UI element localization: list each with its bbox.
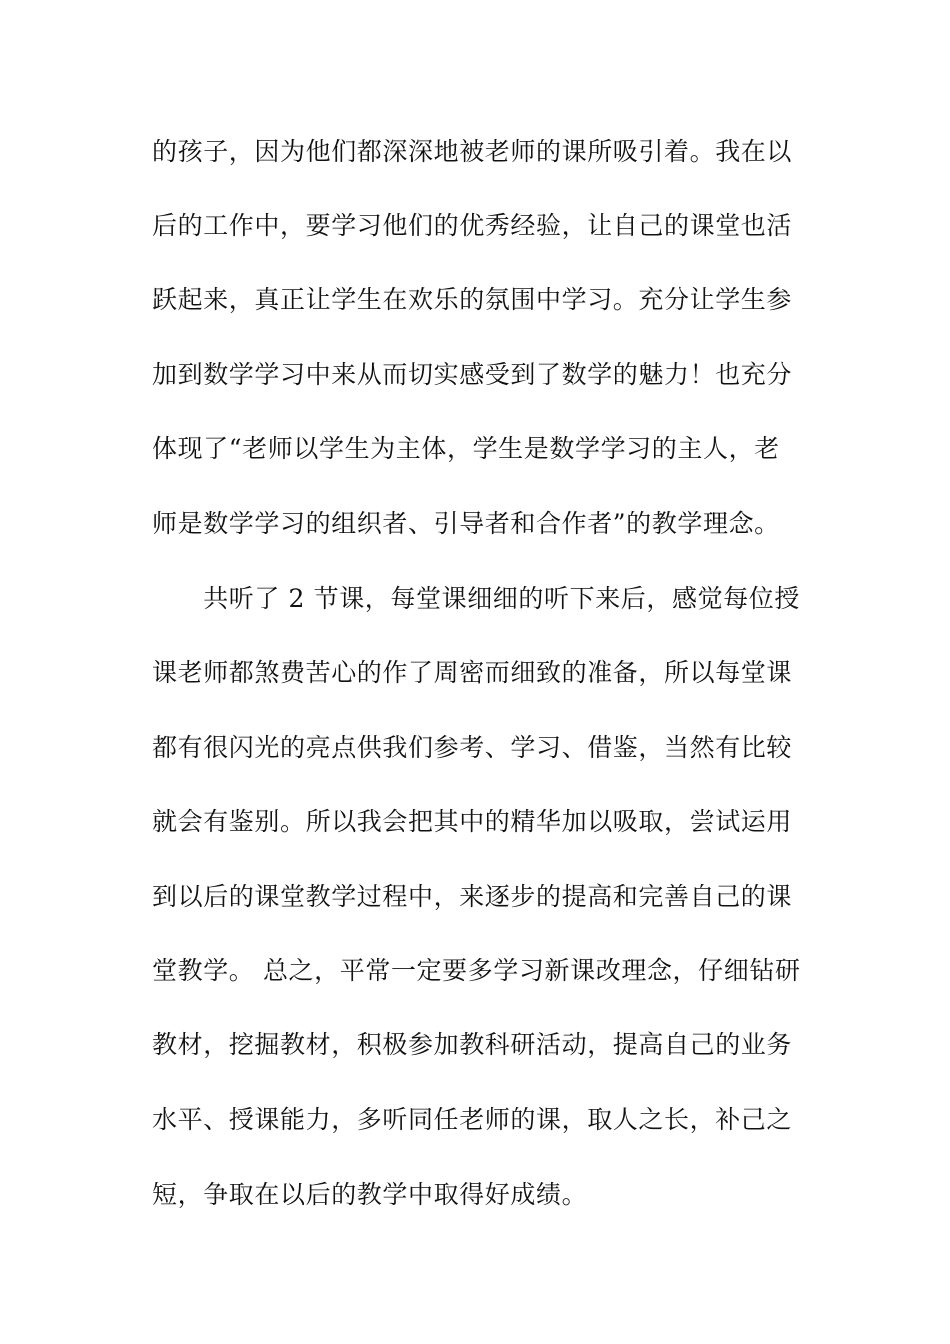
text-line: 加到数学学习中来从而切实感受到了数学的魅力！也充分 — [152, 360, 793, 389]
text-line: 水平、授课能力，多听同任老师的课，取人之长，补己之 — [152, 1105, 793, 1134]
text-line: 就会有鉴别。所以我会把其中的精华加以吸取，尝试运用 — [152, 807, 793, 836]
text-line: 教材，挖掘教材，积极参加教科研活动，提高自己的业务 — [152, 1030, 793, 1059]
text-line: 堂教学。 总之，平常一定要多学习新课改理念，仔细钻研 — [152, 956, 801, 985]
text-line: 跃起来，真正让学生在欢乐的氛围中学习。充分让学生参 — [152, 285, 793, 314]
text-line: 都有很闪光的亮点供我们参考、学习、借鉴，当然有比较 — [152, 733, 793, 762]
text-line: 体现了“老师以学生为主体，学生是数学学习的主人，老 — [152, 434, 780, 463]
text-line: 到以后的课堂教学过程中，来逐步的提高和完善自己的课 — [152, 882, 793, 911]
text-line: 短，争取在以后的教学中取得好成绩。 — [152, 1180, 588, 1209]
text-line: 共听了 2 节课，每堂课细细的听下来后，感觉每位授 — [152, 584, 801, 613]
text-line: 课老师都煞费苦心的作了周密而细致的准备，所以每堂课 — [152, 658, 793, 687]
text-line: 后的工作中，要学习他们的优秀经验，让自己的课堂也活 — [152, 211, 793, 240]
text-line: 师是数学学习的组织者、引导者和合作者”的教学理念。 — [152, 509, 780, 538]
text-line: 的孩子，因为他们都深深地被老师的课所吸引着。我在以 — [152, 137, 793, 166]
